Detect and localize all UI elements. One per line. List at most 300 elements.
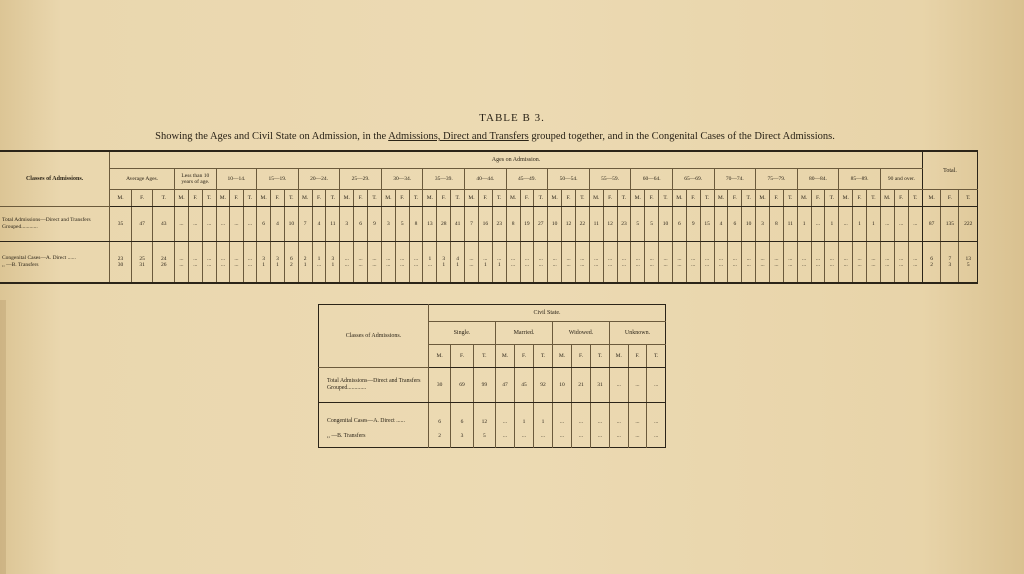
civil-state-header: Civil State. — [429, 305, 666, 322]
table-cell: ... — [368, 262, 382, 283]
sex-label: M. — [714, 190, 728, 207]
table-title: TABLE B 3. — [479, 112, 545, 124]
table-cell: 47 — [131, 207, 153, 242]
sex-label: M. — [797, 190, 811, 207]
age-group-header: 40—44. — [465, 169, 507, 190]
table-cell: ... — [728, 242, 742, 263]
table-cell: ... — [783, 242, 797, 263]
table-cell: 6 — [354, 207, 368, 242]
table-cell: 4 — [714, 207, 728, 242]
table-cell: 45 — [514, 368, 533, 403]
table-cell: 6 — [728, 207, 742, 242]
sex-label: T. — [243, 190, 257, 207]
age-group-header: 15—19. — [257, 169, 299, 190]
age-group-header: 75—79. — [756, 169, 798, 190]
sex-label: M. — [381, 190, 395, 207]
table-cell: ... — [506, 262, 520, 283]
table-cell: 1 — [271, 262, 285, 283]
table-cell: ... — [478, 242, 492, 263]
age-group-header: Average Ages. — [110, 169, 175, 190]
table-cell: ... — [340, 262, 354, 283]
table-cell: ... — [617, 262, 631, 283]
sex-label: T. — [659, 190, 673, 207]
table-cell: ... — [628, 403, 647, 426]
table-cell: ... — [492, 242, 506, 263]
table-cell: ... — [175, 242, 189, 263]
table-cell: ... — [552, 425, 571, 448]
sex-label: M. — [839, 190, 853, 207]
table-cell: ... — [520, 262, 534, 283]
table-cell: ... — [609, 403, 628, 426]
table-cell: ... — [589, 262, 603, 283]
table-cell: ... — [395, 262, 409, 283]
table-cell: 7 — [298, 207, 312, 242]
sex-label: F. — [395, 190, 409, 207]
table-cell: ... — [354, 242, 368, 263]
sex-label: T. — [617, 190, 631, 207]
table-cell: ... — [202, 207, 216, 242]
table-cell: 6 — [672, 207, 686, 242]
sex-label: M. — [880, 190, 894, 207]
table-cell: ... — [312, 262, 326, 283]
total-cell: 222 — [959, 207, 978, 242]
table-cell: 1 — [853, 207, 867, 242]
table-cell: ... — [659, 242, 673, 263]
table-row — [319, 425, 666, 448]
table-cell: 3 — [340, 207, 354, 242]
table-cell: ... — [514, 425, 533, 448]
sex-label: T. — [492, 190, 506, 207]
table-cell: ... — [714, 242, 728, 263]
table-cell: 3 — [381, 207, 395, 242]
sex-label: F. — [478, 190, 492, 207]
civil-group-header: Unknown. — [609, 322, 665, 345]
table-cell: 43 — [153, 207, 175, 242]
table-cell: 2 — [298, 242, 312, 263]
table-cell: ... — [465, 262, 479, 283]
table-cell: 15 — [700, 207, 714, 242]
table-cell: 10 — [742, 207, 756, 242]
table-cell: ... — [175, 262, 189, 283]
sex-label: T. — [959, 190, 978, 207]
table-cell: ... — [756, 262, 770, 283]
table-cell: 16 — [478, 207, 492, 242]
table-cell: 1 — [797, 207, 811, 242]
table-cell: ... — [631, 262, 645, 283]
table-cell: 5 — [631, 207, 645, 242]
table-cell: ... — [381, 262, 395, 283]
table-cell: ... — [590, 425, 609, 448]
sex-label: F. — [230, 190, 244, 207]
table-cell: 3 — [326, 242, 340, 263]
sex-label: T. — [825, 190, 839, 207]
sex-label: F. — [451, 345, 473, 368]
table-cell: ... — [908, 207, 922, 242]
table-cell: 12 — [603, 207, 617, 242]
table-cell: ... — [188, 242, 202, 263]
sex-label: T. — [409, 190, 423, 207]
table-cell: 21 — [571, 368, 590, 403]
table-cell: ... — [647, 425, 666, 448]
sex-label: T. — [533, 345, 552, 368]
age-group-header: 20—24. — [298, 169, 340, 190]
table-cell: ... — [647, 368, 666, 403]
table-cell: ... — [742, 262, 756, 283]
table-cell: 4 — [451, 242, 465, 263]
table-cell: ... — [617, 242, 631, 263]
sex-label: F. — [562, 190, 576, 207]
table-cell: 1 — [312, 242, 326, 263]
table-cell: 1 — [326, 262, 340, 283]
table-cell: ... — [742, 242, 756, 263]
sex-label: F. — [894, 190, 908, 207]
table-cell: ... — [811, 262, 825, 283]
table-cell: 4 — [312, 207, 326, 242]
sex-label: M. — [922, 190, 940, 207]
table-cell: ... — [575, 242, 589, 263]
table-cell: ... — [548, 262, 562, 283]
table-cell: 47 — [495, 368, 514, 403]
table-cell: 1 — [866, 207, 880, 242]
sex-label: M. — [465, 190, 479, 207]
sex-label: T. — [153, 190, 175, 207]
sex-label: M. — [423, 190, 437, 207]
table-cell: 1 — [437, 262, 451, 283]
table-cell: ... — [230, 262, 244, 283]
sex-label: F. — [520, 190, 534, 207]
table-cell: 10 — [659, 207, 673, 242]
table-cell: 26 — [153, 262, 175, 283]
sex-label: T. — [908, 190, 922, 207]
table-cell: ... — [880, 262, 894, 283]
table-cell: 11 — [326, 207, 340, 242]
sex-label: M. — [609, 345, 628, 368]
table-cell: ... — [853, 262, 867, 283]
table-cell: ... — [533, 425, 552, 448]
table-cell: ... — [769, 242, 783, 263]
total-cell: 3 — [941, 262, 959, 283]
table-cell: ... — [243, 262, 257, 283]
sex-label: M. — [257, 190, 271, 207]
sex-label: F. — [941, 190, 959, 207]
age-group-header: 25—29. — [340, 169, 382, 190]
table-cell: ... — [552, 403, 571, 426]
total-header: Total. — [922, 151, 977, 190]
sex-label: M. — [298, 190, 312, 207]
table-row — [0, 242, 978, 263]
table-cell: ... — [202, 242, 216, 263]
table-cell: 3 — [257, 242, 271, 263]
table-cell: ... — [866, 242, 880, 263]
total-cell: 13 — [959, 242, 978, 263]
table-cell: ... — [603, 262, 617, 283]
sex-label: F. — [686, 190, 700, 207]
sex-label: M. — [495, 345, 514, 368]
table-cell: ... — [216, 207, 230, 242]
table-cell: ... — [839, 262, 853, 283]
sex-label: T. — [742, 190, 756, 207]
table-cell: 31 — [131, 262, 153, 283]
table-cell: 8 — [769, 207, 783, 242]
table-cell: 1 — [514, 403, 533, 426]
table-cell: ... — [894, 242, 908, 263]
page-edge-shadow — [0, 300, 6, 574]
row-label: Total Admissions—Direct and Transfers Grouped............. — [319, 368, 429, 403]
table-cell: ... — [797, 242, 811, 263]
table-cell: ... — [825, 262, 839, 283]
table-cell: 9 — [368, 207, 382, 242]
table-cell: 1 — [451, 262, 465, 283]
row-label: Congenital Cases—A. Direct ...... — [2, 255, 76, 261]
row-label: ,, —B. Transfers — [327, 432, 366, 439]
sex-label: M. — [589, 190, 603, 207]
table-cell: ... — [423, 262, 437, 283]
table-cell: 4 — [271, 207, 285, 242]
table-cell: ... — [243, 242, 257, 263]
table-cell: ... — [175, 207, 189, 242]
table-subtitle — [0, 131, 990, 142]
sex-label: T. — [647, 345, 666, 368]
subtitle-after: grouped together, and in the Congenital Cases of the Direct Admissions. — [531, 131, 835, 142]
table-cell: ... — [756, 242, 770, 263]
sex-label: M. — [672, 190, 686, 207]
sex-label: F. — [354, 190, 368, 207]
sex-label: T. — [700, 190, 714, 207]
age-group-header: 85—89. — [839, 169, 881, 190]
sex-label: M. — [110, 190, 132, 207]
sex-label: T. — [575, 190, 589, 207]
table-cell: 22 — [575, 207, 589, 242]
civil-state-table — [318, 304, 666, 448]
sex-label: F. — [853, 190, 867, 207]
class-header: Classes of Admissions. — [0, 151, 110, 207]
table-row — [0, 207, 978, 242]
table-cell: 23 — [617, 207, 631, 242]
table-cell: 30 — [110, 262, 132, 283]
sex-label: T. — [783, 190, 797, 207]
table-cell: 25 — [131, 242, 153, 263]
table-cell: ... — [409, 262, 423, 283]
sex-label: M. — [340, 190, 354, 207]
table-cell: ... — [647, 403, 666, 426]
table-cell: 8 — [506, 207, 520, 242]
sex-label: T. — [368, 190, 382, 207]
table-cell: ... — [645, 262, 659, 283]
table-cell: ... — [631, 242, 645, 263]
table-cell: 6 — [284, 242, 298, 263]
sex-label: F. — [811, 190, 825, 207]
sex-label: F. — [312, 190, 326, 207]
row-label: Congenital Cases—A. Direct ...... — [327, 418, 405, 424]
table-cell: 1 — [825, 207, 839, 242]
table-cell: ... — [686, 262, 700, 283]
sex-label: F. — [571, 345, 590, 368]
table-cell: ... — [589, 242, 603, 263]
civil-group-header: Married. — [495, 322, 552, 345]
table-cell: ... — [728, 262, 742, 283]
total-cell: 87 — [922, 207, 940, 242]
sex-label: T. — [473, 345, 495, 368]
table-cell: ... — [603, 242, 617, 263]
sex-label: M. — [429, 345, 451, 368]
sex-label: F. — [628, 345, 647, 368]
table-cell: ... — [381, 242, 395, 263]
table-cell: 69 — [451, 368, 473, 403]
table-cell: ... — [202, 262, 216, 283]
table-cell: ... — [659, 262, 673, 283]
table-cell: ... — [866, 262, 880, 283]
sex-label: F. — [188, 190, 202, 207]
sex-label: M. — [756, 190, 770, 207]
table-cell: ... — [571, 403, 590, 426]
age-group-header: Less than 10 years of age. — [175, 169, 217, 190]
age-group-header: 55—59. — [589, 169, 631, 190]
total-cell: 5 — [959, 262, 978, 283]
table-cell: ... — [894, 207, 908, 242]
ages-table — [0, 150, 978, 284]
table-cell: ... — [880, 242, 894, 263]
table-cell: 11 — [589, 207, 603, 242]
table-cell: ... — [520, 242, 534, 263]
table-cell: 23 — [492, 207, 506, 242]
age-group-header: 30—34. — [381, 169, 423, 190]
table-cell: 7 — [465, 207, 479, 242]
sex-label: T. — [451, 190, 465, 207]
table-cell: ... — [839, 242, 853, 263]
table-cell: ... — [188, 207, 202, 242]
table-cell: ... — [562, 262, 576, 283]
table-cell: 12 — [562, 207, 576, 242]
table-cell: 5 — [645, 207, 659, 242]
sex-label: F. — [131, 190, 153, 207]
table-cell: 9 — [686, 207, 700, 242]
table-cell: 27 — [534, 207, 548, 242]
table-row — [319, 368, 666, 403]
age-group-header: 10—14. — [216, 169, 257, 190]
table-cell: ... — [409, 242, 423, 263]
age-group-header: 65—69. — [672, 169, 714, 190]
table-cell: 19 — [520, 207, 534, 242]
total-cell: 135 — [941, 207, 959, 242]
table-cell: ... — [495, 425, 514, 448]
row-label: ,, —B. Transfers — [2, 262, 39, 268]
sex-label: T. — [590, 345, 609, 368]
table-cell: ... — [769, 262, 783, 283]
table-row — [319, 403, 666, 426]
table-cell: 30 — [429, 368, 451, 403]
table-cell: ... — [340, 242, 354, 263]
table-cell: 28 — [437, 207, 451, 242]
table-cell: ... — [894, 262, 908, 283]
table-cell: 10 — [552, 368, 571, 403]
table-cell: 31 — [590, 368, 609, 403]
subtitle-underlined: Admissions, Direct and Transfers — [388, 131, 529, 142]
table-cell: ... — [230, 242, 244, 263]
sex-label: F. — [437, 190, 451, 207]
sex-label: F. — [514, 345, 533, 368]
table-cell: ... — [590, 403, 609, 426]
sex-label: T. — [534, 190, 548, 207]
sex-label: M. — [216, 190, 230, 207]
age-group-header: 80—84. — [797, 169, 839, 190]
table-cell: 1 — [257, 262, 271, 283]
table-cell: 92 — [533, 368, 552, 403]
age-group-header: 70—74. — [714, 169, 756, 190]
table-cell: ... — [230, 207, 244, 242]
table-cell: ... — [825, 242, 839, 263]
age-group-header: 50—54. — [548, 169, 590, 190]
total-cell: 6 — [922, 242, 940, 263]
ages-header: Ages on Admission. — [110, 151, 923, 169]
table-cell: ... — [672, 242, 686, 263]
table-cell: ... — [880, 207, 894, 242]
table-cell: 10 — [284, 207, 298, 242]
table-cell: 35 — [110, 207, 132, 242]
table-cell: ... — [908, 262, 922, 283]
table-cell: ... — [700, 262, 714, 283]
table-cell: 5 — [395, 207, 409, 242]
table-cell: ... — [609, 425, 628, 448]
table-cell: ... — [700, 242, 714, 263]
table-cell: 23 — [110, 242, 132, 263]
table-cell: ... — [534, 262, 548, 283]
table-cell: ... — [575, 262, 589, 283]
table-cell: 1 — [478, 262, 492, 283]
table-cell: 6 — [429, 403, 451, 426]
sex-label: M. — [548, 190, 562, 207]
table-cell: ... — [395, 242, 409, 263]
sex-label: T. — [866, 190, 880, 207]
table-cell: 1 — [298, 262, 312, 283]
table-cell: ... — [797, 262, 811, 283]
table-cell: 3 — [271, 242, 285, 263]
total-cell: 7 — [941, 242, 959, 263]
sex-label: T. — [284, 190, 298, 207]
table-cell: ... — [368, 242, 382, 263]
table-cell: 41 — [451, 207, 465, 242]
table-cell: 1 — [533, 403, 552, 426]
table-cell: ... — [811, 207, 825, 242]
table-cell: ... — [495, 403, 514, 426]
sex-label: T. — [202, 190, 216, 207]
table-cell: ... — [609, 368, 628, 403]
sex-label: F. — [769, 190, 783, 207]
table-cell: ... — [908, 242, 922, 263]
table-cell: ... — [645, 242, 659, 263]
table-cell: ... — [811, 242, 825, 263]
table-cell: 3 — [437, 242, 451, 263]
class-header: Classes of Admissions. — [319, 305, 429, 368]
table-cell: ... — [354, 262, 368, 283]
table-cell: ... — [628, 425, 647, 448]
row-label: Total Admissions—Direct and Transfers Grouped............ — [0, 207, 110, 242]
age-group-header: 60—64. — [631, 169, 673, 190]
subtitle-before: Showing the Ages and Civil State on Admission, in the — [155, 131, 387, 142]
table-cell: 6 — [451, 403, 473, 426]
table-row — [0, 262, 978, 283]
sex-label: F. — [728, 190, 742, 207]
table-cell: ... — [465, 242, 479, 263]
table-cell: 3 — [756, 207, 770, 242]
table-cell: 12 — [473, 403, 495, 426]
table-cell: 1 — [492, 262, 506, 283]
sex-label: F. — [603, 190, 617, 207]
age-group-header: 45—49. — [506, 169, 548, 190]
table-cell: ... — [188, 262, 202, 283]
table-cell: 5 — [473, 425, 495, 448]
table-cell: ... — [571, 425, 590, 448]
table-cell: 1 — [423, 242, 437, 263]
